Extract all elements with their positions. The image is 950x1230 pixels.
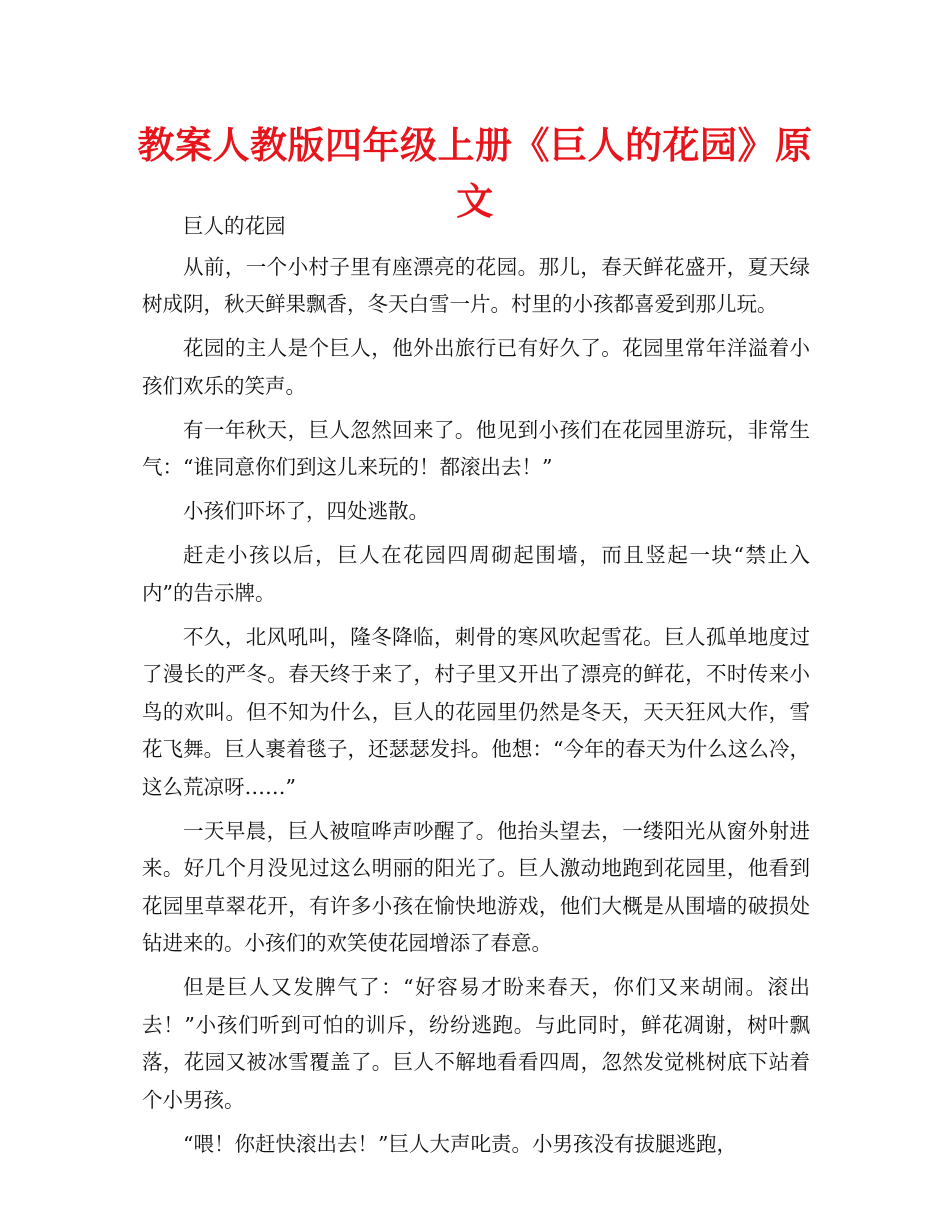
paragraph: 小孩们吓坏了，四处逃散。	[183, 499, 429, 523]
paragraph: 但是巨人又发脾气了：“好容易才盼来春天，你们又来胡闹。滚出去！”小孩们听到可怕的训斥，纷纷逃跑。与此同时，鲜花凋谢，树叶飘落，花园又被冰雪覆盖了。巨人不解地看看四周，忽然发觉桃树底下站着个小男孩。	[142, 975, 810, 1112]
paragraph: 花园的主人是个巨人，他外出旅行已有好久了。花园里常年洋溢着小孩们欢乐的笑声。	[142, 336, 810, 398]
paragraph: “喂！你赶快滚出去！”巨人大声叱责。小男孩没有拔腿逃跑，	[183, 1131, 737, 1156]
paragraph: 从前，一个小村子里有座漂亮的花园。那儿，春天鲜花盛开，夏天绿树成阴，秋天鲜果飘香，冬天白雪一片。村里的小孩都喜爱到那儿玩。	[142, 254, 810, 316]
document-body	[142, 208, 810, 1170]
paragraph: 不久，北风吼叫，隆冬降临，刺骨的寒风吹起雪花。巨人孤单地度过了漫长的严冬。春天终于来了，村子里又开出了漂亮的鲜花，不时传来小鸟的欢叫。但不知为什么，巨人的花园里仍然是冬天，天天狂风大作，雪花飞舞。巨人裹着毯子，还瑟瑟发抖。他想：“今年的春天为什么这么冷，这么荒凉呀……”	[142, 624, 810, 799]
paragraph: 赶走小孩以后，巨人在花园四周砌起围墙，而且竖起一块“禁止入内”的告示牌。	[142, 543, 810, 605]
document-title: 教案人教版四年级上册《巨人的花园》原文	[137, 124, 813, 223]
paragraph: 有一年秋天，巨人忽然回来了。他见到小孩们在花园里游玩，非常生气：“谁同意你们到这儿来玩的！都滚出去！”	[142, 417, 810, 479]
section-heading: 巨人的花园	[183, 214, 286, 238]
paragraph: 一天早晨，巨人被喧哗声吵醒了。他抬头望去，一缕阳光从窗外射进来。好几个月没见过这么明丽的阳光了。巨人激动地跑到花园里，他看到花园里草翠花开，有许多小孩在愉快地游戏，他们大概是从围墙的破损处钻进来的。小孩们的欢笑使花园增添了春意。	[142, 818, 810, 955]
